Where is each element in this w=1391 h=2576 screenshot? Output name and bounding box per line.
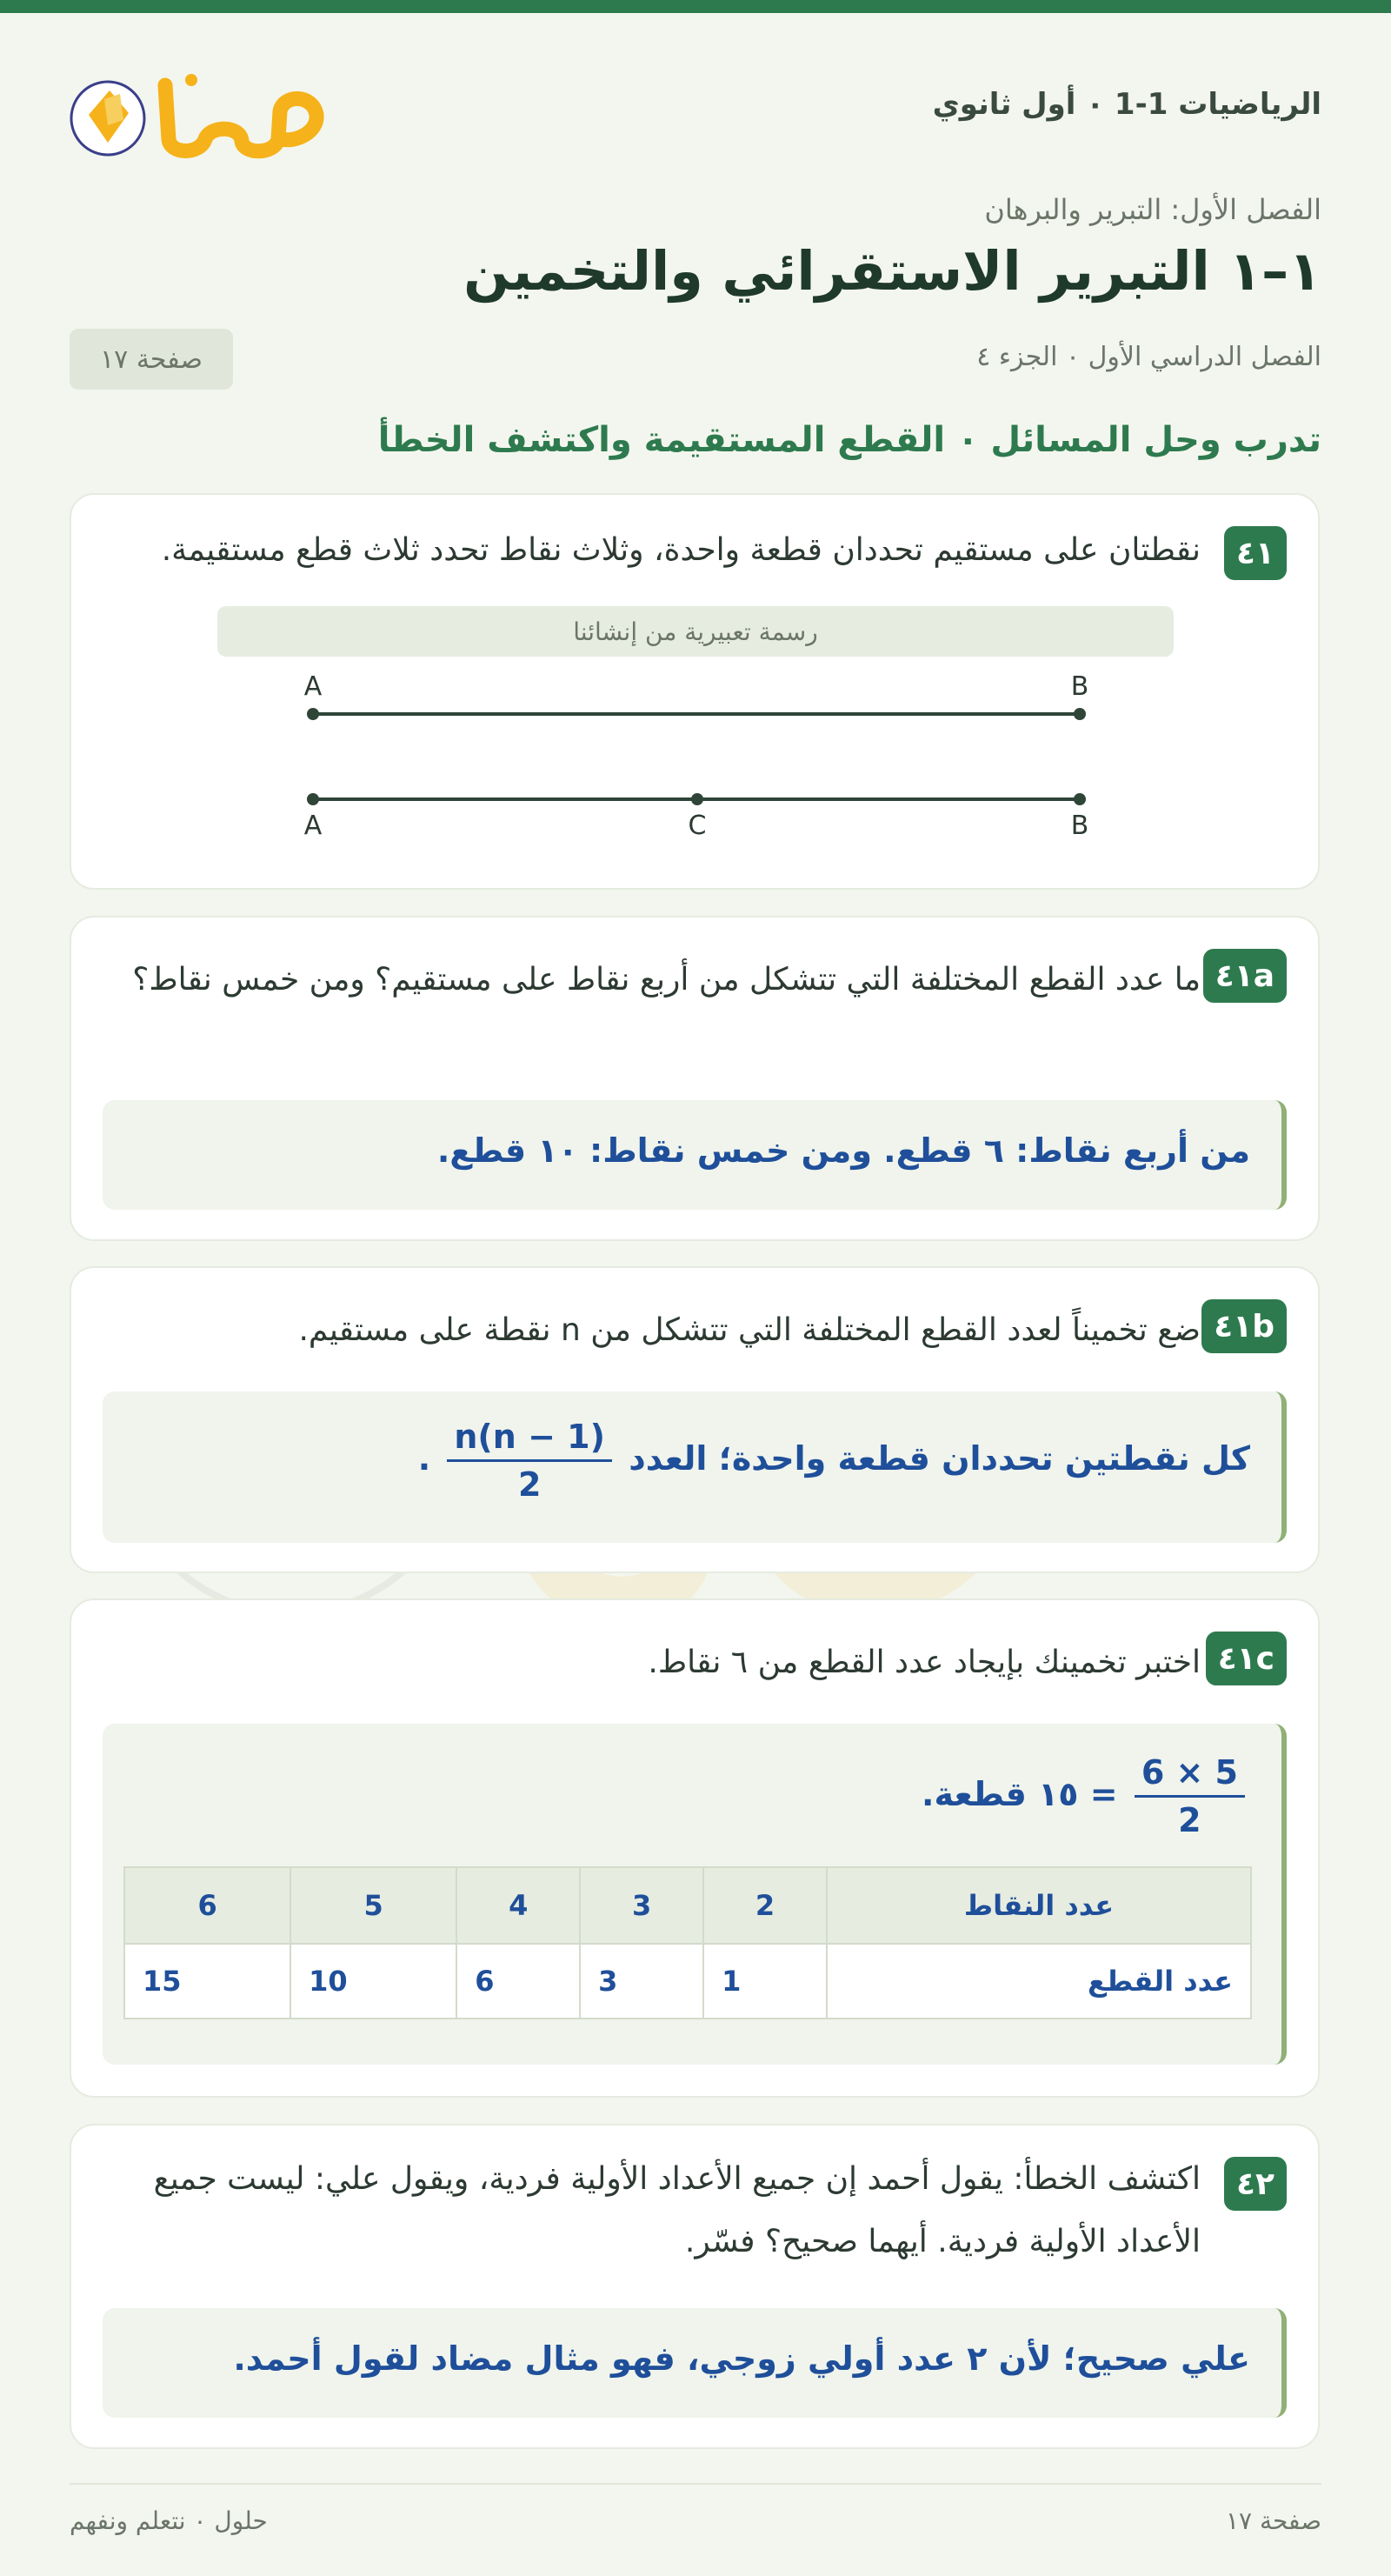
table-cell: 15 xyxy=(124,1944,290,2019)
answer-text: علي صحيح؛ لأن ٢ عدد أولي زوجي، فهو مثال مضاد لقول أحمد. xyxy=(233,2339,1250,2378)
page-header xyxy=(70,52,1321,165)
point-c xyxy=(691,793,703,805)
question-text: اختبر تخمينك بإيجاد عدد القطع من ٦ نقاط. xyxy=(648,1645,1201,1680)
question-card-41 xyxy=(70,493,1320,890)
point-a xyxy=(307,793,319,805)
answer-text xyxy=(418,1414,1250,1507)
fraction xyxy=(1135,1750,1245,1843)
lesson-title: ١–١ التبرير الاستقرائي والتخمين xyxy=(463,239,1321,303)
section-title: تدرب وحل المسائل ٠ القطع المستقيمة واكتشف الخطأ xyxy=(377,420,1321,460)
question-card-41a xyxy=(70,916,1320,1241)
page-badge: صفحة ١٧ xyxy=(70,329,233,390)
answer-prefix: كل نقطتين تحددان قطعة واحدة؛ العدد xyxy=(629,1439,1250,1478)
question-text: ما عدد القطع المختلفة التي تتشكل من أربع نقاط على مستقيم؟ ومن خمس نقاط؟ xyxy=(132,962,1201,998)
table-cell: 6 xyxy=(456,1944,580,2019)
point-label-b: B xyxy=(1070,811,1089,841)
point-label-a: A xyxy=(303,671,323,702)
answer-box xyxy=(103,1100,1287,1210)
table-cell: 3 xyxy=(580,1944,703,2019)
fraction-denominator: 2 xyxy=(1178,1801,1201,1839)
question-card-42 xyxy=(70,2124,1320,2449)
segments-figure xyxy=(263,660,1132,869)
question-number: ٤٢ xyxy=(1224,2157,1287,2211)
point-label-a: A xyxy=(303,811,323,841)
answer-box xyxy=(103,1391,1287,1543)
table-cell: 1 xyxy=(703,1944,827,2019)
question-text: اكتشف الخطأ: يقول أحمد إن جميع الأعداد الأولية فردية، ويقول علي: ليست جميع الأعداد الأولية فردية. أيهما صحيح؟ فسّر. xyxy=(153,2161,1201,2259)
table-cell: عدد القطع xyxy=(827,1944,1251,2019)
term-label: الفصل الدراسي الأول ٠ الجزء ٤ xyxy=(976,342,1321,372)
question-number: ٤١ xyxy=(1224,526,1287,580)
table-header-cell: 6 xyxy=(124,1867,290,1944)
footer-brand: حلول ٠ نتعلم ونفهم xyxy=(70,2506,268,2535)
answer-box xyxy=(103,1724,1287,2065)
table-row xyxy=(124,1944,1251,2019)
table-header-cell: 3 xyxy=(580,1867,703,1944)
table-row xyxy=(124,1867,1251,1944)
answer-text: من أربع نقاط: ٦ قطع. ومن خمس نقاط: ١٠ قطع. xyxy=(436,1131,1250,1170)
question-number: ٤١c xyxy=(1206,1632,1287,1685)
fraction-numerator: 6 × 5 xyxy=(1135,1750,1245,1798)
answer-box xyxy=(103,2308,1287,2418)
question-card-41c xyxy=(70,1598,1320,2098)
chapter-label: الفصل الأول: التبرير والبرهان xyxy=(984,193,1321,226)
footer-page: صفحة ١٧ xyxy=(1225,2506,1321,2535)
point-label-c: C xyxy=(688,811,707,841)
point-b xyxy=(1074,793,1086,805)
figure-caption: رسمة تعبيرية من إنشائنا xyxy=(217,606,1174,657)
fraction-numerator: n(n − 1) xyxy=(447,1414,612,1462)
course-label: الرياضيات 1-1 ٠ أول ثانوي xyxy=(932,87,1321,122)
points-segments-table xyxy=(123,1866,1252,2019)
equation-result: = ١٥ قطعة. xyxy=(922,1775,1118,1813)
answer-equation xyxy=(922,1750,1250,1843)
hulul-logo xyxy=(70,59,330,164)
footer-divider xyxy=(70,2483,1321,2485)
top-accent-bar xyxy=(0,0,1391,13)
question-card-41b xyxy=(70,1266,1320,1573)
question-number: ٤١b xyxy=(1201,1299,1287,1353)
table-header-cell: 4 xyxy=(456,1867,580,1944)
table-header-cell: عدد النقاط xyxy=(827,1867,1251,1944)
table-header-cell: 2 xyxy=(703,1867,827,1944)
question-number: ٤١a xyxy=(1203,949,1287,1003)
table-cell: 10 xyxy=(290,1944,456,2019)
point-label-b: B xyxy=(1070,671,1089,702)
question-text: ضع تخميناً لعدد القطع المختلفة التي تتشكل من n نقطة على مستقيم. xyxy=(298,1312,1201,1348)
answer-suffix: . xyxy=(417,1439,431,1478)
question-text: نقطتان على مستقيم تحددان قطعة واحدة، وثلاث نقاط تحدد ثلاث قطع مستقيمة. xyxy=(161,532,1201,568)
fraction xyxy=(447,1414,612,1507)
fraction-denominator: 2 xyxy=(517,1465,542,1504)
point-b xyxy=(1074,708,1086,720)
point-a xyxy=(307,708,319,720)
table-header-cell: 5 xyxy=(290,1867,456,1944)
